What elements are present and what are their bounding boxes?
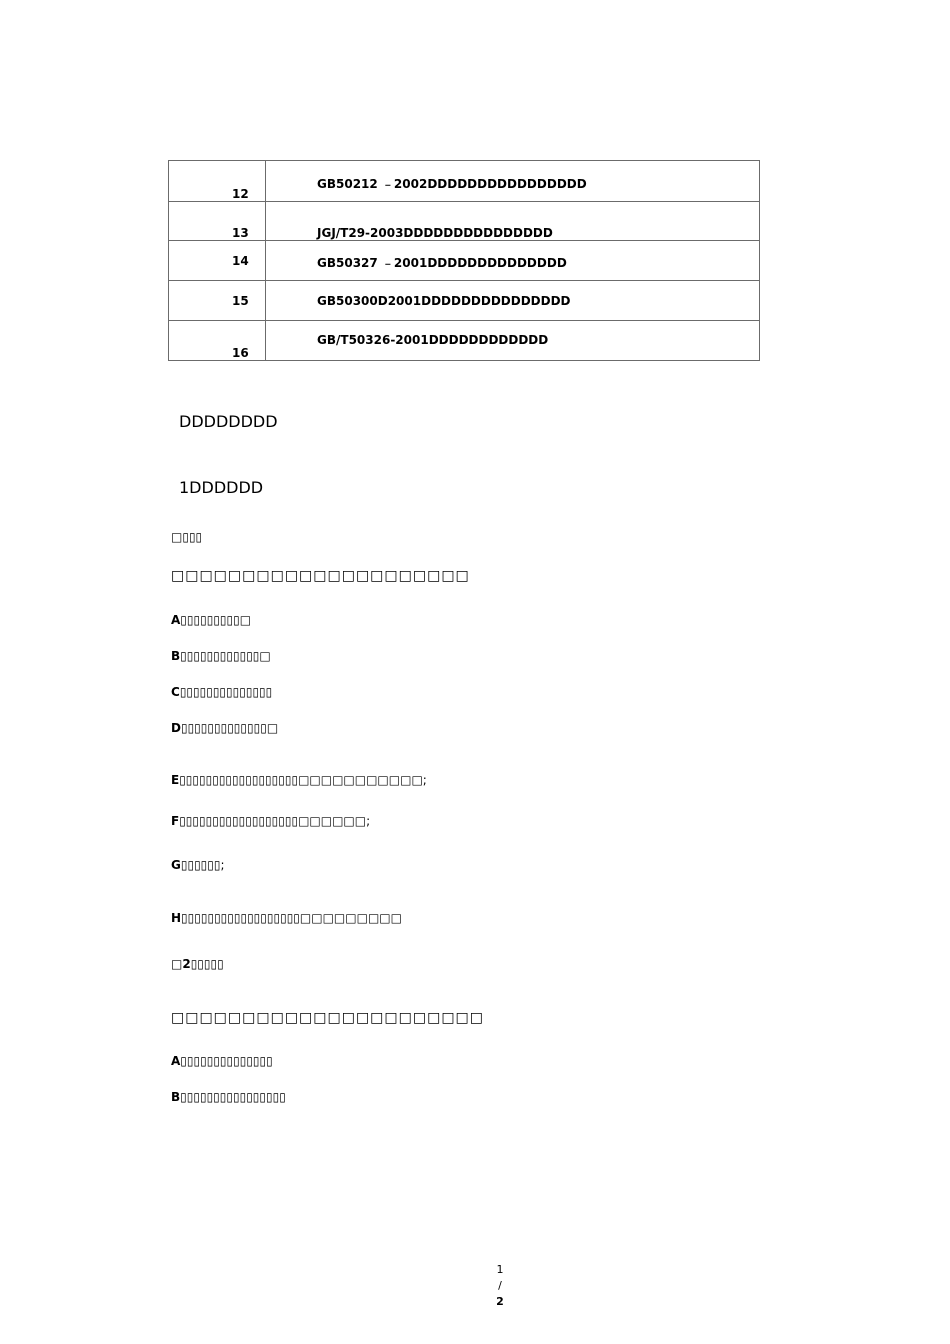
page-separator: / <box>498 1279 502 1292</box>
total-pages: 2 <box>496 1295 504 1308</box>
standard-code: GB50212 ﹣2002DDDDDDDDDDDDDDDD <box>317 177 587 191</box>
item-text: ▯▯▯▯▯▯▯▯▯▯▯▯□ <box>180 649 271 663</box>
item-text: ▯▯▯▯▯▯▯▯▯▯▯▯▯▯▯▯▯▯□□□□□□; <box>179 814 371 828</box>
table-row <box>169 281 760 321</box>
item-letter: H <box>171 911 182 925</box>
standard-code-cell <box>266 202 760 241</box>
row-number-cell <box>169 241 266 281</box>
list-item <box>171 773 427 787</box>
page-number <box>494 1262 506 1310</box>
item-text: ▯▯▯▯▯▯▯▯▯▯▯▯▯▯▯▯▯▯□□□□□□□□□ <box>181 911 402 925</box>
item-text: ▯▯▯▯▯▯▯▯▯▯▯▯▯▯▯▯▯▯□□□□□□□□□□□; <box>179 773 427 787</box>
item-text: ▯▯▯▯▯▯▯▯▯□ <box>180 613 252 627</box>
standard-code: GB50300D2001DDDDDDDDDDDDDDD <box>317 294 571 308</box>
list-item <box>171 814 370 828</box>
standard-code-cell <box>266 281 760 321</box>
section-intro: □□□□□□□□□□□□□□□□□□□□□□ <box>171 1010 485 1026</box>
standard-code-cell <box>266 241 760 281</box>
item-letter: G <box>171 858 181 872</box>
item-letter: B <box>171 1090 181 1104</box>
row-number: 13 <box>232 226 249 240</box>
table-row <box>169 241 760 281</box>
section-title <box>171 957 224 971</box>
item-text: ▯▯▯▯▯▯; <box>180 858 225 872</box>
section-number: □2 <box>171 957 191 971</box>
item-letter: A <box>171 1054 181 1068</box>
list-item <box>171 649 271 663</box>
list-item <box>171 613 251 627</box>
item-letter: C <box>171 685 180 699</box>
table-row <box>169 161 760 202</box>
standard-code: GB50327 ﹣2001DDDDDDDDDDDDDD <box>317 256 567 270</box>
list-item <box>171 721 278 735</box>
standard-code: JGJ/T29-2003DDDDDDDDDDDDDDD <box>317 226 553 240</box>
list-item <box>171 911 402 925</box>
row-number-cell <box>169 202 266 241</box>
row-number-cell <box>169 281 266 321</box>
row-number-cell <box>169 161 266 202</box>
table-row <box>169 202 760 241</box>
item-text: ▯▯▯▯▯▯▯▯▯▯▯▯▯□ <box>180 721 279 735</box>
item-text: ▯▯▯▯▯▯▯▯▯▯▯▯▯▯ <box>179 685 273 699</box>
list-item <box>171 1054 273 1068</box>
item-letter: B <box>171 649 181 663</box>
subsection-heading: 1DDDDDD <box>179 478 264 497</box>
item-text: ▯▯▯▯▯▯▯▯▯▯▯▯▯▯▯▯ <box>180 1090 286 1104</box>
item-letter: F <box>171 814 180 828</box>
standard-code-cell <box>266 321 760 361</box>
item-letter: E <box>171 773 180 787</box>
row-number: 14 <box>232 254 249 268</box>
row-number: 12 <box>232 187 249 201</box>
section-title: □▯▯▯ <box>171 530 203 544</box>
current-page: 1 <box>496 1263 504 1276</box>
standard-code-cell <box>266 161 760 202</box>
section-title-text: ▯▯▯▯▯ <box>190 957 224 971</box>
row-number-cell <box>169 321 266 361</box>
item-letter: D <box>171 721 181 735</box>
section-intro: □□□□□□□□□□□□□□□□□□□□□ <box>171 568 470 584</box>
list-item <box>171 685 272 699</box>
list-item <box>171 858 225 872</box>
item-text: ▯▯▯▯▯▯▯▯▯▯▯▯▯▯ <box>180 1054 273 1068</box>
list-item <box>171 1090 286 1104</box>
standard-code: GB/T50326-2001DDDDDDDDDDDD <box>317 333 549 347</box>
row-number: 16 <box>232 346 249 360</box>
section-heading: DDDDDDDD <box>179 412 278 431</box>
table-row <box>169 321 760 361</box>
row-number: 15 <box>232 294 249 308</box>
standards-table <box>168 160 760 361</box>
item-letter: A <box>171 613 181 627</box>
